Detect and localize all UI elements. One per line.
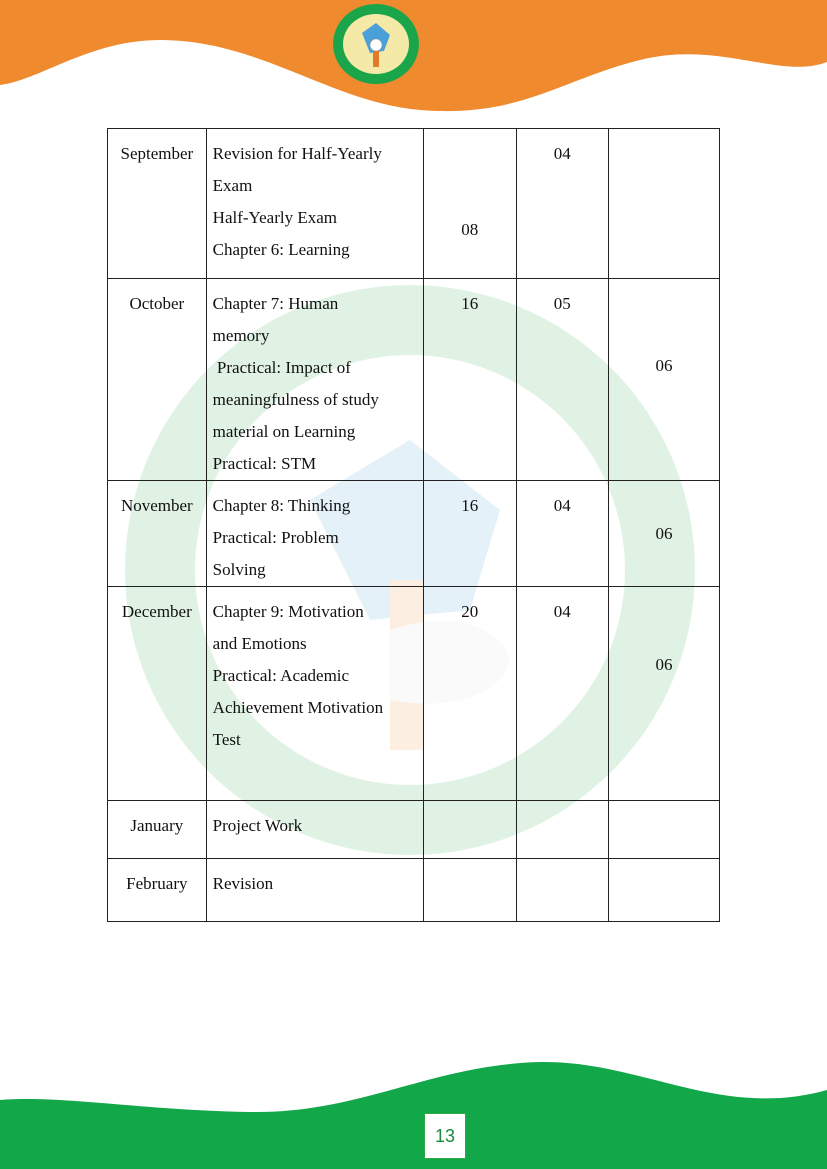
topic-cell xyxy=(206,481,423,587)
month-cell: January xyxy=(108,801,207,859)
topic-line: material on Learning xyxy=(212,422,356,441)
topic-cell xyxy=(206,587,423,801)
periods-cell xyxy=(424,859,516,922)
table-row xyxy=(108,279,720,481)
month-cell: February xyxy=(108,859,207,922)
practical-cell: 06 xyxy=(608,481,719,587)
topic-line: Practical: Academic xyxy=(212,666,350,685)
table-row xyxy=(108,801,720,859)
topic-line: Chapter 7: Human xyxy=(212,294,339,313)
periods-cell: 20 xyxy=(424,587,516,801)
topic-cell xyxy=(206,859,423,922)
col3-cell: 04 xyxy=(516,587,608,801)
topic-line: Chapter 6: Learning xyxy=(212,240,350,259)
topic-line: Achievement Motivation xyxy=(212,698,384,717)
table-row xyxy=(108,129,720,279)
practical-cell xyxy=(608,129,719,279)
col3-cell: 04 xyxy=(516,481,608,587)
practical-cell: 06 xyxy=(608,587,719,801)
topic-line: Revision for Half-Yearly xyxy=(212,144,382,163)
month-cell: September xyxy=(108,129,207,279)
topic-line: Chapter 8: Thinking xyxy=(212,496,351,515)
topic-cell xyxy=(206,279,423,481)
topic-line: Solving xyxy=(212,560,266,579)
table-row xyxy=(108,587,720,801)
topic-line: memory xyxy=(212,326,270,345)
practical-cell xyxy=(608,859,719,922)
col3-cell: 04 xyxy=(516,129,608,279)
topic-line: Project Work xyxy=(212,816,303,835)
col3-cell xyxy=(516,859,608,922)
topic-line: Half-Yearly Exam xyxy=(212,208,337,227)
topic-line: meaningfulness of study xyxy=(212,390,379,409)
practical-cell xyxy=(608,801,719,859)
syllabus-table xyxy=(107,128,720,922)
periods-cell: 16 xyxy=(424,481,516,587)
month-cell: November xyxy=(108,481,207,587)
col3-cell: 05 xyxy=(516,279,608,481)
month-cell: October xyxy=(108,279,207,481)
topic-line: Practical: Impact of xyxy=(212,358,351,377)
topic-line: and Emotions xyxy=(212,634,307,653)
topic-cell xyxy=(206,129,423,279)
practical-cell: 06 xyxy=(608,279,719,481)
board-emblem-icon xyxy=(332,3,420,85)
topic-line: Revision xyxy=(212,874,274,893)
col3-cell xyxy=(516,801,608,859)
periods-cell: 08 xyxy=(424,129,516,279)
topic-line: Exam xyxy=(212,176,253,195)
table-row xyxy=(108,481,720,587)
periods-cell: 16 xyxy=(424,279,516,481)
topic-line: Practical: STM xyxy=(212,454,317,473)
topic-line: Chapter 9: Motivation xyxy=(212,602,364,621)
topic-cell xyxy=(206,801,423,859)
topic-line: Test xyxy=(212,730,241,749)
topic-line: Practical: Problem xyxy=(212,528,339,547)
page-number: 13 xyxy=(424,1113,466,1159)
periods-cell xyxy=(424,801,516,859)
month-cell: December xyxy=(108,587,207,801)
table-row xyxy=(108,859,720,922)
footer-wave xyxy=(0,1060,827,1169)
